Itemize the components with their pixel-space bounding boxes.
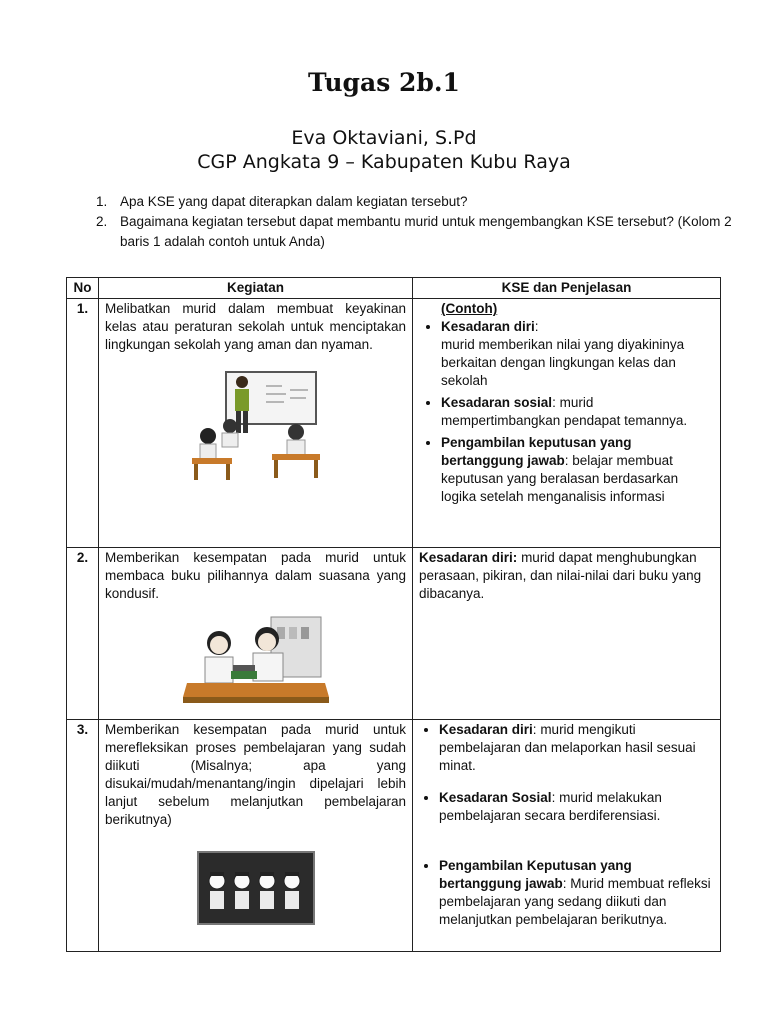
list-item: • Pengambilan keputusan yang bertanggung jawab: belajar membuat keputusan yang beralasan berdasarkan logika setelah menganalisis informasi <box>441 434 714 506</box>
author-name: Eva Oktaviani, S.Pd <box>291 127 477 149</box>
table-row <box>67 548 721 720</box>
row-number: 3. <box>67 720 99 952</box>
question-number: 1. <box>96 194 108 209</box>
kse-list <box>413 721 714 929</box>
question-text: Apa KSE yang dapat diterapkan dalam kegiatan tersebut? <box>120 194 468 209</box>
table-header-row <box>67 278 721 299</box>
kse-cell <box>413 299 721 548</box>
kegiatan-text: Memberikan kesempatan pada murid untuk merefleksikan proses pembelajaran yang sudah diikuti (Misalnya; apa yang disukai/mudah/menantang/ingin dipelajari lebih lanjut sebelum melanjutkan pembelajaran berikutnya) <box>105 722 406 827</box>
kse-text: murid mempertimbangkan pendapat temannya. <box>441 395 688 428</box>
kse-label: Pengambilan keputusan yang bertanggung jawab <box>441 435 632 468</box>
question-list <box>96 192 736 252</box>
kegiatan-cell <box>99 720 413 952</box>
kse-cell <box>413 548 721 720</box>
reading-students-illustration <box>181 613 331 709</box>
classroom-illustration <box>186 364 326 484</box>
kse-text: belajar membuat keputusan yang beralasan berdasarkan logika setelah menganalisis informasi <box>441 453 679 504</box>
kegiatan-text: Memberikan kesempatan pada murid untuk membaca buku pilihannya dalam suasana yang kondusif. <box>105 550 406 601</box>
kse-table <box>66 277 721 952</box>
table-row <box>67 720 721 952</box>
author-block <box>0 126 768 174</box>
list-item: • Kesadaran sosial: murid mempertimbangkan pendapat temannya. <box>441 394 714 430</box>
row-number: 2. <box>67 548 99 720</box>
kse-label: Kesadaran diri <box>441 319 535 334</box>
kse-text: murid memberikan nilai yang diyakininya berkaitan dengan lingkungan kelas dan sekolah <box>441 337 685 388</box>
header-kegiatan: Kegiatan <box>99 278 413 299</box>
header-kse: KSE dan Penjelasan <box>413 278 721 299</box>
header-no: No <box>67 278 99 299</box>
row-number: 1. <box>67 299 99 548</box>
kse-text: murid mengikuti pembelajaran dan melaporkan hasil sesuai minat. <box>439 722 696 773</box>
page-title: Tugas 2b.1 <box>308 68 460 97</box>
list-item: • Kesadaran diri: murid mengikuti pembelajaran dan melaporkan hasil sesuai minat. <box>439 721 714 775</box>
kse-label: Kesadaran diri <box>439 722 533 737</box>
kse-text: murid melakukan pembelajaran secara berdiferensiasi. <box>439 790 662 823</box>
table-row <box>67 299 721 548</box>
kse-label: Pengambilan Keputusan yang bertanggung jawab <box>439 858 632 891</box>
kse-text: murid dapat menghubungkan perasaan, pikiran, dan nilai-nilai dari buku yang dibacanya. <box>419 550 702 601</box>
contoh-label: (Contoh) <box>441 301 498 316</box>
kse-cell <box>413 720 721 952</box>
question-number: 2. <box>96 214 108 229</box>
kse-label: Kesadaran Sosial <box>439 790 552 805</box>
kegiatan-cell <box>99 299 413 548</box>
kse-label: Kesadaran diri: <box>419 550 518 565</box>
kse-list <box>419 318 714 506</box>
kegiatan-text: Melibatkan murid dalam membuat keyakinan kelas atau peraturan sekolah untuk menciptakan lingkungan sekolah yang aman dan nyaman. <box>105 301 406 352</box>
list-item: • Kesadaran diri: murid memberikan nilai yang diyakininya berkaitan dengan lingkungan kelas dan sekolah <box>441 318 714 390</box>
emoji-faces-board <box>197 851 315 925</box>
list-item: • Pengambilan Keputusan yang bertanggung jawab: Murid membuat refleksi pembelajaran yang sedang diikuti dan melanjutkan pembelajaran berikutnya. <box>439 857 714 929</box>
question-item <box>96 212 736 252</box>
kegiatan-cell <box>99 548 413 720</box>
author-affiliation: CGP Angkata 9 – Kabupaten Kubu Raya <box>197 151 571 173</box>
kse-label: Kesadaran sosial <box>441 395 553 410</box>
list-item: • Kesadaran Sosial: murid melakukan pembelajaran secara berdiferensiasi. <box>439 789 714 825</box>
question-text: Bagaimana kegiatan tersebut dapat membantu murid untuk mengembangkan KSE tersebut? (Kolom 2 baris 1 adalah contoh untuk Anda) <box>120 214 732 249</box>
kse-text: Murid membuat refleksi pembelajaran yang sedang diikuti dan melanjutkan pembelajaran berikutnya. <box>439 876 711 927</box>
question-item <box>96 192 736 212</box>
